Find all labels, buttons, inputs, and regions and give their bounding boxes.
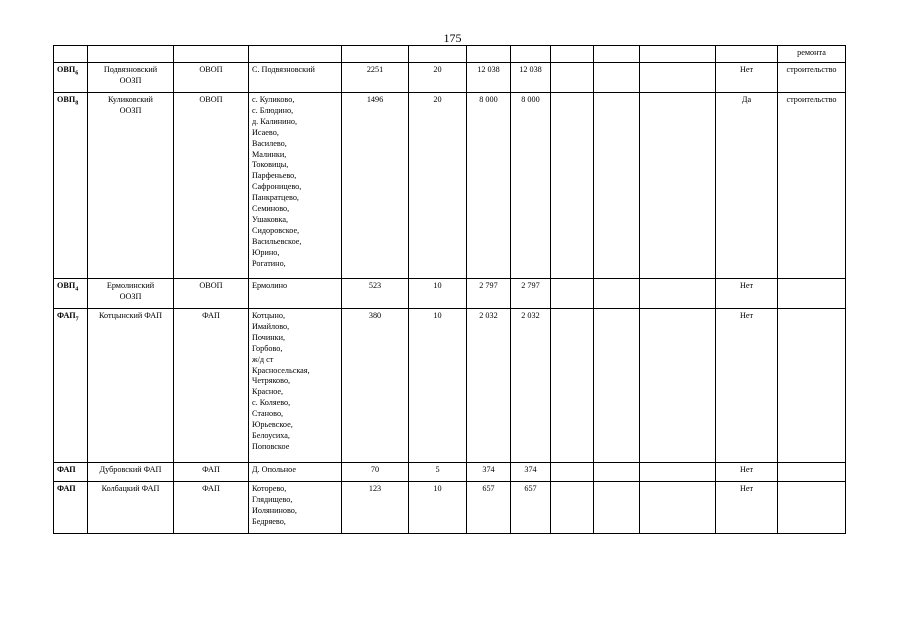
row-empty-3 (640, 463, 716, 482)
row-empty-2 (594, 93, 640, 279)
row-sum-2: 12 038 (511, 63, 551, 93)
row-sum-1: 657 (467, 482, 511, 534)
row-empty-3 (640, 93, 716, 279)
row-code-subscript: 6 (75, 70, 79, 77)
row-empty-3 (640, 482, 716, 534)
facilities-table (53, 45, 846, 534)
row-name: Ермолинский ООЗП (88, 279, 174, 309)
row-population: 2251 (342, 63, 409, 93)
row-code-text: ФАП (57, 484, 76, 493)
row-code-subscript: 4 (75, 286, 79, 293)
row-population: 123 (342, 482, 409, 534)
row-sum-1: 12 038 (467, 63, 511, 93)
row-action (778, 482, 846, 534)
row-type: ФАП (174, 309, 249, 463)
row-radius: 20 (409, 93, 467, 279)
row-sum-2: 2 032 (511, 309, 551, 463)
row-settlements: С. Подвязновский (249, 63, 342, 93)
row-sum-1: 2 032 (467, 309, 511, 463)
row-name: Подвязновский ООЗП (88, 63, 174, 93)
row-code-subscript: 8 (75, 100, 79, 107)
row-radius: 10 (409, 309, 467, 463)
row-code-subscript: 7 (75, 316, 79, 323)
row-population: 1496 (342, 93, 409, 279)
row-empty-2 (594, 63, 640, 93)
row-population: 70 (342, 463, 409, 482)
row-type: ФАП (174, 482, 249, 534)
row-yes-no: Нет (716, 309, 778, 463)
row-empty-3 (640, 309, 716, 463)
row-code (54, 309, 88, 463)
row-empty-1 (551, 63, 594, 93)
table-row (54, 482, 846, 534)
row-settlements: Ермолино (249, 279, 342, 309)
row-code (54, 463, 88, 482)
table-row (54, 309, 846, 463)
table-row (54, 63, 846, 93)
row-type: ФАП (174, 463, 249, 482)
row-action (778, 279, 846, 309)
row-name: Куликовский ООЗП (88, 93, 174, 279)
row-settlements: Д. Опольное (249, 463, 342, 482)
row-yes-no: Нет (716, 279, 778, 309)
row-sum-2: 374 (511, 463, 551, 482)
row-name: Дубровский ФАП (88, 463, 174, 482)
row-radius: 10 (409, 279, 467, 309)
row-code-text: ФАП (57, 311, 76, 320)
row-type: ОВОП (174, 279, 249, 309)
row-radius: 10 (409, 482, 467, 534)
row-empty-1 (551, 463, 594, 482)
row-name: Котцынский ФАП (88, 309, 174, 463)
row-code (54, 93, 88, 279)
row-sum-1: 8 000 (467, 93, 511, 279)
table-row (54, 463, 846, 482)
row-code-text: ОВП (57, 95, 76, 104)
header-row (54, 46, 846, 63)
row-code (54, 482, 88, 534)
row-type: ОВОП (174, 63, 249, 93)
row-radius: 20 (409, 63, 467, 93)
row-code-text: ФАП (57, 465, 76, 474)
row-sum-2: 2 797 (511, 279, 551, 309)
row-empty-2 (594, 279, 640, 309)
row-sum-1: 2 797 (467, 279, 511, 309)
row-sum-1: 374 (467, 463, 511, 482)
header-repair-label: ремонта (778, 46, 846, 63)
table-row (54, 279, 846, 309)
row-code (54, 63, 88, 93)
row-yes-no: Да (716, 93, 778, 279)
page-number: 175 (443, 31, 462, 45)
row-yes-no: Нет (716, 63, 778, 93)
row-empty-2 (594, 309, 640, 463)
row-empty-3 (640, 63, 716, 93)
row-code (54, 279, 88, 309)
row-sum-2: 657 (511, 482, 551, 534)
row-yes-no: Нет (716, 463, 778, 482)
row-empty-1 (551, 309, 594, 463)
row-code-text: ОВП (57, 65, 76, 74)
row-action (778, 309, 846, 463)
row-population: 523 (342, 279, 409, 309)
row-empty-1 (551, 279, 594, 309)
row-sum-2: 8 000 (511, 93, 551, 279)
row-empty-3 (640, 279, 716, 309)
row-settlements: Которево, Глядищево, Иоляниново, Бедряево, (249, 482, 342, 534)
row-type: ОВОП (174, 93, 249, 279)
row-settlements: Котцыно, Имайлово, Починки, Горбово, ж/д ст Красносельская, Четряково, Красное, с. Коляево, Станово, Юрьевское, Белоусиха, Поповское (249, 309, 342, 463)
row-action (778, 463, 846, 482)
row-name: Колбацкий ФАП (88, 482, 174, 534)
row-population: 380 (342, 309, 409, 463)
row-radius: 5 (409, 463, 467, 482)
row-empty-2 (594, 482, 640, 534)
table-row (54, 93, 846, 279)
row-empty-2 (594, 463, 640, 482)
row-settlements: с. Куликово, с. Блюдино, д. Калинино, Исаево, Василево, Малинки, Токовицы, Парфеньево, Сафроницево, Панкратцево, Семиново, Ушаковка, Сидоровское, Васильевское, Юрино, Рогатино, (249, 93, 342, 279)
row-yes-no: Нет (716, 482, 778, 534)
row-action: строительство (778, 93, 846, 279)
row-empty-1 (551, 93, 594, 279)
row-empty-1 (551, 482, 594, 534)
row-action: строительство (778, 63, 846, 93)
row-code-text: ОВП (57, 281, 76, 290)
